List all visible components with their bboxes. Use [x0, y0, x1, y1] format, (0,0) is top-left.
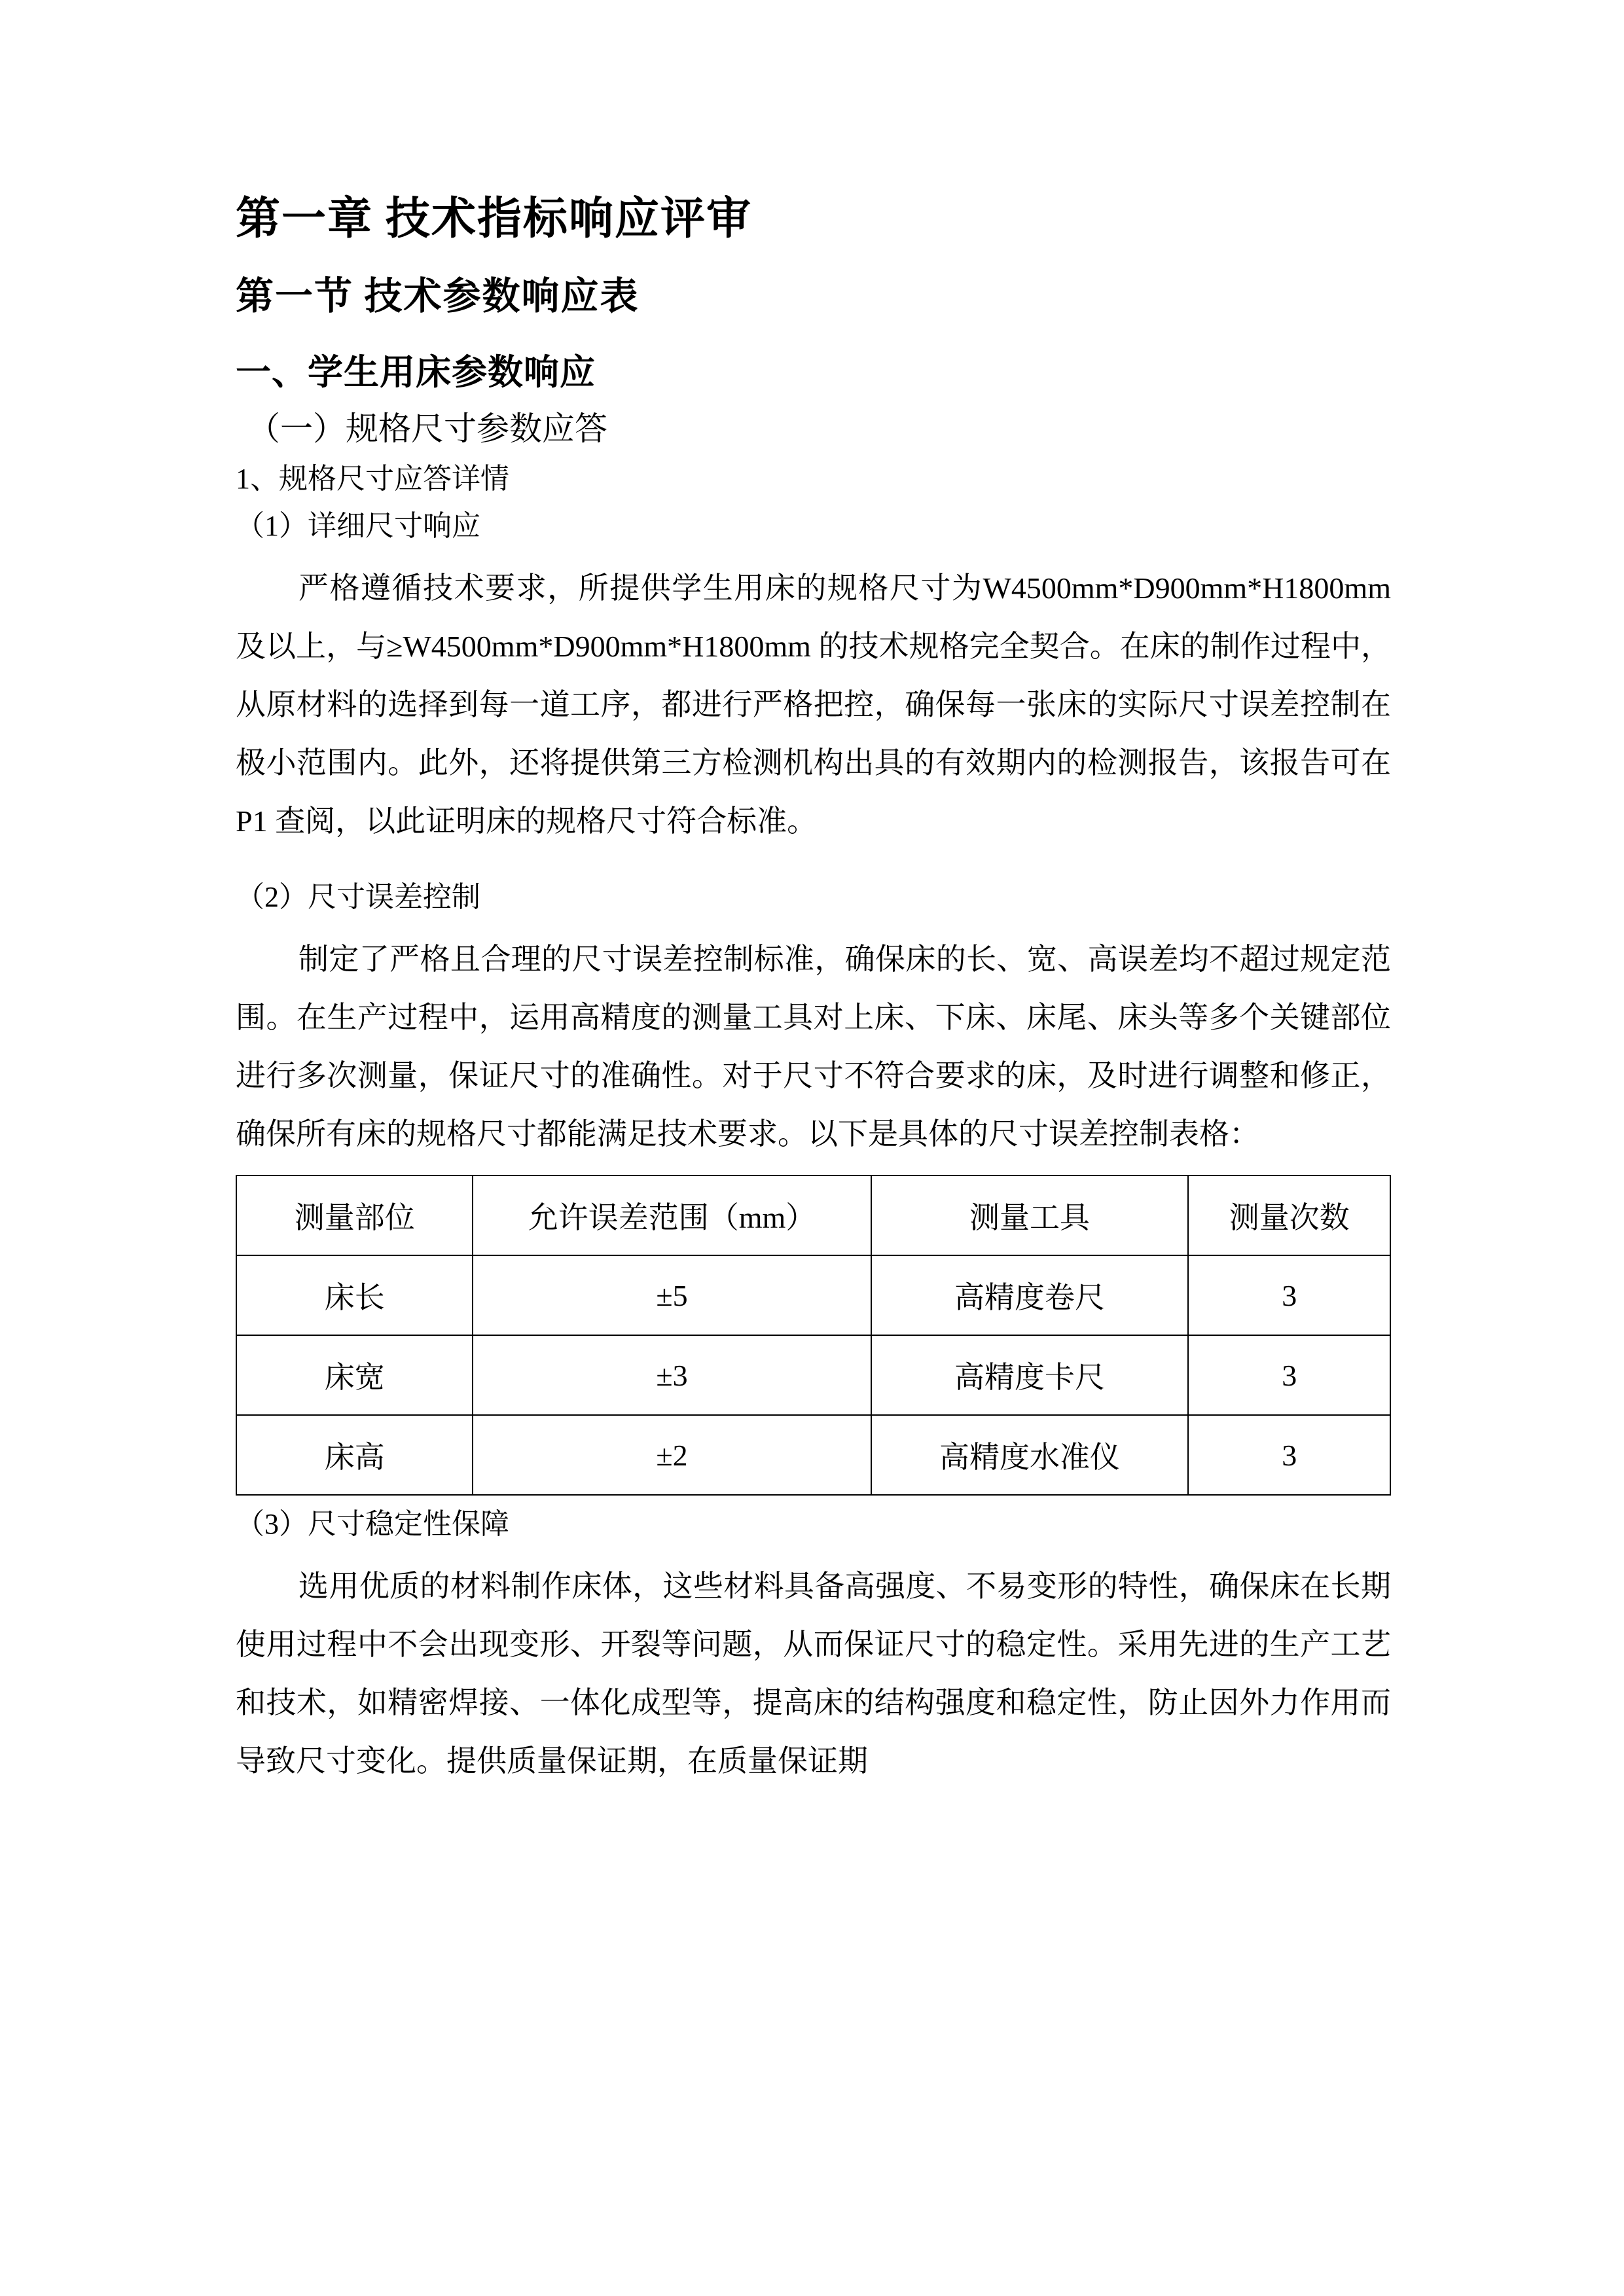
table-header-cell-part: 测量部位 — [236, 1175, 473, 1255]
cell-times: 3 — [1188, 1255, 1390, 1335]
table-header-cell-tool: 测量工具 — [871, 1175, 1189, 1255]
cell-tolerance: ±3 — [473, 1335, 871, 1415]
chapter-heading: 第一章 技术指标响应评审 — [236, 194, 753, 243]
cell-tolerance: ±5 — [473, 1255, 871, 1335]
cell-times: 3 — [1188, 1335, 1390, 1415]
table-header-cell-tolerance: 允许误差范围（mm） — [473, 1175, 871, 1255]
table-row — [236, 1415, 1390, 1495]
item-heading: 1、规格尺寸应答详情 — [236, 463, 509, 495]
group-heading: （一）规格尺寸参数应答 — [247, 410, 607, 447]
section-heading: 第一节 技术参数响应表 — [236, 275, 640, 317]
cell-times: 3 — [1188, 1415, 1390, 1495]
cell-tool: 高精度卡尺 — [871, 1335, 1189, 1415]
sub-item-2-body: 制定了严格且合理的尺寸误差控制标准，确保床的长、宽、高误差均不超过规定范围。在生产过程中，运用高精度的测量工具对上床、下床、床尾、床头等多个关键部位进行多次测量，保证尺寸的准确性。对于尺寸不符合要求的床，及时进行调整和修正，确保所有床的规格尺寸都能满足技术要求。以下是具体的尺寸误差控制表格： — [236, 942, 1391, 1151]
cell-tool: 高精度水准仪 — [871, 1415, 1189, 1495]
sub-item-2-heading: （2）尺寸误差控制 — [236, 881, 480, 913]
sub-item-1-body: 严格遵循技术要求，所提供学生用床的规格尺寸为W4500mm*D900mm*H1800mm 及以上，与≥W4500mm*D900mm*H1800mm 的技术规格完全契合。在床的制作过程中，从原材料的选择到每一道工序，都进行严格把控，确保每一张床的实际尺寸误差控制在极小范围内。此外，还将提供第三方检测机构出具的有效期内的检测报告，该报告可在 P1 查阅，以此证明床的规格尺寸符合标准。 — [236, 571, 1391, 838]
sub-item-1-heading: （1）详细尺寸响应 — [236, 510, 480, 542]
table-row — [236, 1335, 1390, 1415]
table-header-cell-times: 测量次数 — [1188, 1175, 1390, 1255]
sub-item-3-heading: （3）尺寸稳定性保障 — [236, 1508, 509, 1540]
subsection-heading: 一、学生用床参数响应 — [236, 353, 596, 392]
cell-part: 床长 — [236, 1255, 473, 1335]
table-header-row — [236, 1175, 1390, 1255]
table-row — [236, 1255, 1390, 1335]
cell-part: 床高 — [236, 1415, 473, 1495]
cell-part: 床宽 — [236, 1335, 473, 1415]
dimension-tolerance-table — [236, 1175, 1391, 1496]
cell-tool: 高精度卷尺 — [871, 1255, 1189, 1335]
cell-tolerance: ±2 — [473, 1415, 871, 1495]
sub-item-3-body: 选用优质的材料制作床体，这些材料具备高强度、不易变形的特性，确保床在长期使用过程中不会出现变形、开裂等问题，从而保证尺寸的稳定性。采用先进的生产工艺和技术，如精密焊接、一体化成型等，提高床的结构强度和稳定性，防止因外力作用而导致尺寸变化。提供质量保证期，在质量保证期 — [236, 1570, 1391, 1778]
